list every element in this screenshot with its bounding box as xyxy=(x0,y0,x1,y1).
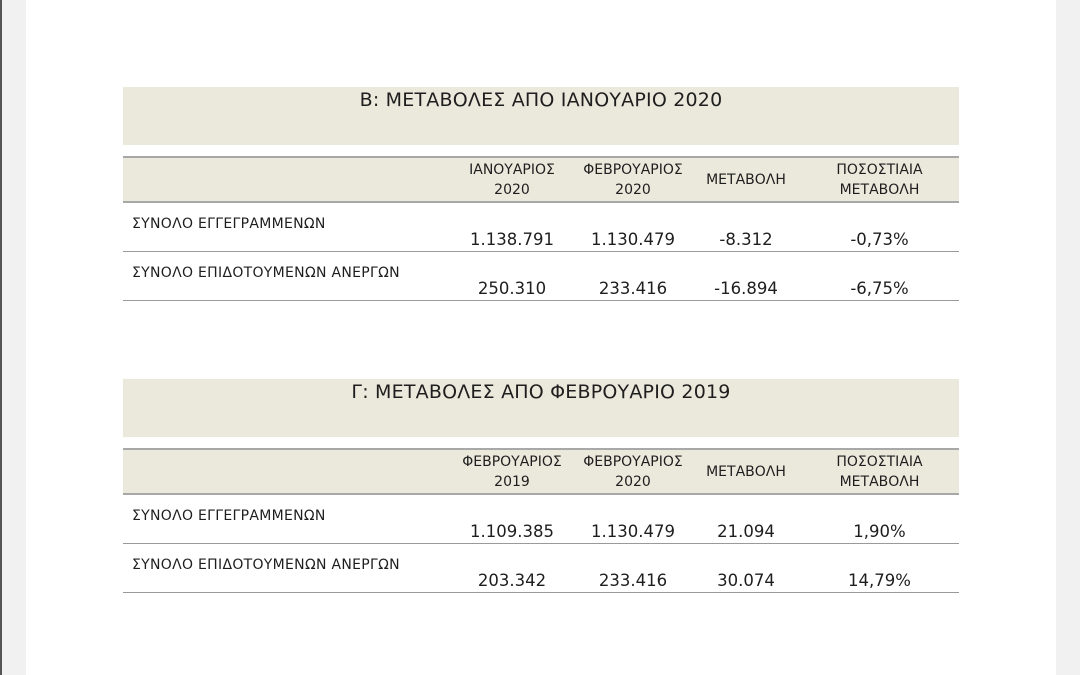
header-empty-cell xyxy=(123,157,450,202)
header-col1-line2: 2019 xyxy=(494,473,530,490)
section-c-header-row xyxy=(123,449,959,494)
header-col1-line1: ΙΑΝΟΥΑΡΙΟΣ xyxy=(469,161,555,178)
value-pct: 14,79% xyxy=(848,570,911,590)
section-b xyxy=(123,87,959,301)
header-col1 xyxy=(450,449,574,494)
value-col1: 1.109.385 xyxy=(470,521,554,541)
header-empty-cell xyxy=(123,449,450,494)
value-change: 21.094 xyxy=(717,521,775,541)
value-pct: 1,90% xyxy=(853,521,906,541)
value-col1: 250.310 xyxy=(477,278,547,298)
header-col2 xyxy=(574,157,692,202)
row-label: ΣΥΝΟΛΟ ΕΠΙΔΟΤΟΥΜΕΝΩΝ ΑΝΕΡΓΩΝ xyxy=(132,556,400,573)
viewer-left-edge xyxy=(0,0,2,675)
section-c-title: Γ: ΜΕΤΑΒΟΛΕΣ ΑΠΟ ΦΕΒΡΟΥΑΡΙΟ 2019 xyxy=(351,381,731,403)
value-change: 30.074 xyxy=(717,570,775,590)
value-pct: -0,73% xyxy=(850,229,909,249)
table-row xyxy=(123,202,959,251)
header-col2-line1: ΦΕΒΡΟΥΑΡΙΟΣ xyxy=(583,161,683,178)
header-col2-line2: 2020 xyxy=(615,181,651,198)
header-col4 xyxy=(800,157,959,202)
header-col1-line2: 2020 xyxy=(494,181,530,198)
value-change: -8.312 xyxy=(719,229,773,249)
value-pct: -6,75% xyxy=(850,278,909,298)
value-col2: 233.416 xyxy=(598,570,668,590)
section-c-table xyxy=(123,448,959,593)
row-label: ΣΥΝΟΛΟ ΕΓΓΕΓΡΑΜΜΕΝΩΝ xyxy=(132,508,326,524)
header-col2-line1: ΦΕΒΡΟΥΑΡΙΟΣ xyxy=(583,453,683,470)
header-col4-line1: ΠΟΣΟΣΤΙΑΙΑ xyxy=(836,161,923,178)
header-col4-line2: ΜΕΤΑΒΟΛΗ xyxy=(839,473,920,490)
row-label: ΣΥΝΟΛΟ ΕΠΙΔΟΤΟΥΜΕΝΩΝ ΑΝΕΡΓΩΝ xyxy=(132,264,400,281)
header-col2-line2: 2020 xyxy=(615,473,651,490)
header-col1 xyxy=(450,157,574,202)
value-col2: 1.130.479 xyxy=(591,229,675,249)
header-col3: ΜΕΤΑΒΟΛΗ xyxy=(706,171,786,188)
section-b-header-row xyxy=(123,157,959,202)
value-col2: 1.130.479 xyxy=(591,521,675,541)
header-col4-line2: ΜΕΤΑΒΟΛΗ xyxy=(839,181,920,198)
value-col1: 1.138.791 xyxy=(470,229,554,249)
section-c-title-band xyxy=(123,379,959,437)
header-col4-line1: ΠΟΣΟΣΤΙΑΙΑ xyxy=(836,453,923,470)
value-col2: 233.416 xyxy=(598,278,668,298)
row-label: ΣΥΝΟΛΟ ΕΓΓΕΓΡΑΜΜΕΝΩΝ xyxy=(132,216,326,232)
section-c xyxy=(123,379,959,593)
header-col2 xyxy=(574,449,692,494)
header-col1-line1: ΦΕΒΡΟΥΑΡΙΟΣ xyxy=(462,453,562,470)
header-col4 xyxy=(800,449,959,494)
value-change: -16.894 xyxy=(714,278,778,298)
section-b-title-band xyxy=(123,87,959,145)
header-col3: ΜΕΤΑΒΟΛΗ xyxy=(706,463,786,480)
value-col1: 203.342 xyxy=(477,570,547,590)
table-row xyxy=(123,494,959,543)
section-b-title: Β: ΜΕΤΑΒΟΛΕΣ ΑΠΟ ΙΑΝΟΥΑΡΙΟ 2020 xyxy=(359,89,723,111)
table-row xyxy=(123,543,959,592)
table-row xyxy=(123,251,959,300)
document-page[interactable] xyxy=(26,0,1056,675)
section-b-table xyxy=(123,156,959,301)
